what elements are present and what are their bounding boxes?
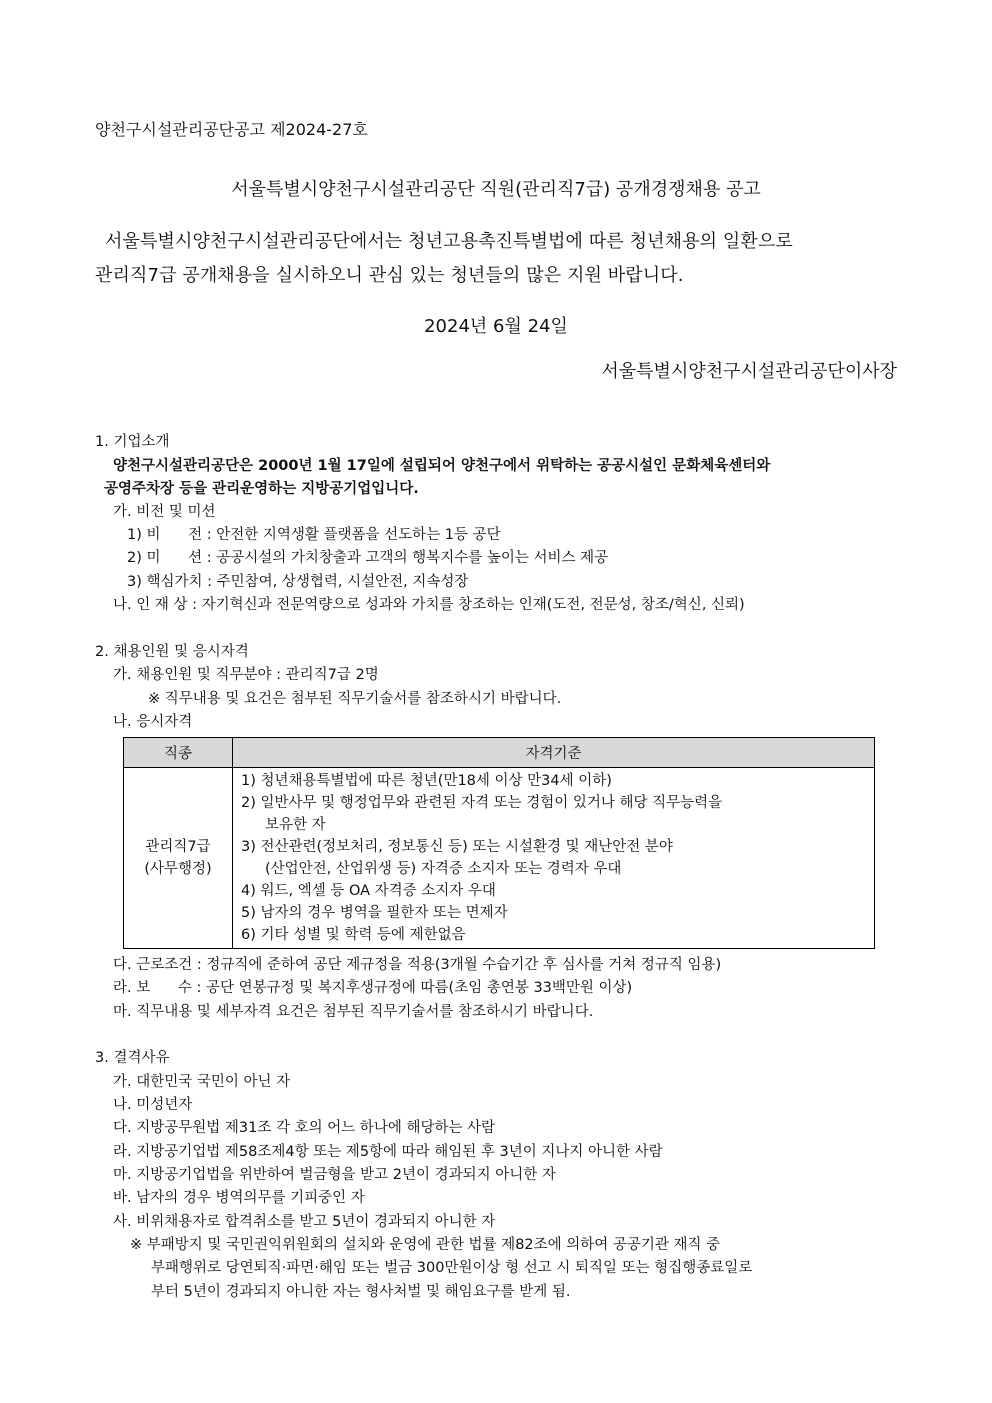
disqualification-item: 다. 지방공무원법 제31조 각 호의 어느 하나에 해당하는 사람 (113, 1120, 496, 1136)
job-cell (124, 768, 233, 949)
criteria-item: 1) 청년채용특별법에 따른 청년(만18세 이상 만34세 이하) (241, 773, 612, 789)
criteria-item: 5) 남자의 경우 병역을 필한자 또는 면제자 (241, 905, 508, 921)
table-header-row (124, 738, 875, 768)
talent-item: 나. 인 재 상 : 자기혁신과 전문역량으로 성과와 가치를 창조하는 인재(도전, 전문성, 창조/혁신, 신뢰) (113, 597, 745, 613)
intro-line-1: 서울특별시양천구시설관리공단에서는 청년고용촉진특별법에 따른 청년채용의 일환으로 (105, 231, 793, 252)
issuer-name: 서울특별시양천구시설관리공단이사장 (601, 361, 897, 382)
job-subtitle: (사무행정) (144, 861, 212, 877)
section-2-heading: 2. 채용인원 및 응시자격 (95, 644, 249, 660)
disqualification-item: 나. 미성년자 (113, 1097, 193, 1113)
salary: 라. 보 수 : 공단 연봉규정 및 복지후생규정에 따름(초임 총연봉 33백만원 이상) (113, 980, 633, 996)
core-values-item: 3) 핵심가치 : 주민참여, 상생협력, 시설안전, 지속성장 (127, 574, 469, 590)
criteria-cell (233, 768, 875, 949)
disqualification-note-line-3: 부터 5년이 경과되지 아니한 자는 형사처벌 및 해임요구를 받게 됨. (151, 1284, 571, 1300)
disqualification-item: 마. 지방공기업법을 위반하여 벌금형을 받고 2년이 경과되지 아니한 자 (113, 1167, 556, 1183)
criteria-item-cont: (산업안전, 산업위생 등) 자격증 소지자 또는 경력자 우대 (265, 861, 622, 877)
job-details-note: 마. 직무내용 및 세부자격 요건은 첨부된 직무기술서를 참조하시기 바랍니다. (113, 1004, 594, 1020)
work-conditions: 다. 근로조건 : 정규직에 준하여 공단 제규정을 적용(3개월 수습기간 후 심사를 거쳐 정규직 임용) (113, 957, 722, 973)
company-intro-line-1: 양천구시설관리공단은 2000년 1월 17일에 설립되어 양천구에서 위탁하는 공공시설인 문화체육센터와 (113, 458, 771, 474)
notice-number: 양천구시설관리공단공고 제2024-27호 (95, 120, 368, 139)
disqualification-note-line-2: 부패행위로 당연퇴직·파면·해임 또는 벌금 300만원이상 형 선고 시 퇴직일 또는 형집행종료일로 (151, 1260, 753, 1276)
intro-line-2: 관리직7급 공개채용을 실시하오니 관심 있는 청년들의 많은 지원 바랍니다. (95, 265, 684, 286)
disqualification-item: 바. 남자의 경우 병역의무를 기피중인 자 (113, 1190, 365, 1206)
criteria-item: 3) 전산관련(정보처리, 정보통신 등) 또는 시설환경 및 재난안전 분야 (241, 839, 673, 855)
recruit-count: 가. 채용인원 및 직무분야 : 관리직7급 2명 (113, 667, 379, 683)
vision-mission-heading: 가. 비전 및 미션 (113, 504, 216, 520)
criteria-item: 6) 기타 성별 및 학력 등에 제한없음 (241, 927, 466, 943)
page-title: 서울특별시양천구시설관리공단 직원(관리직7급) 공개경쟁채용 공고 (231, 179, 761, 200)
notice-date: 2024년 6월 24일 (424, 316, 568, 337)
criteria-item: 2) 일반사무 및 행정업무와 관련된 자격 또는 경험이 있거나 해당 직무능력을 (241, 795, 723, 811)
section-1-heading: 1. 기업소개 (95, 434, 170, 450)
mission-item: 2) 미 션 : 공공시설의 가치창출과 고객의 행복지수를 높이는 서비스 제공 (127, 550, 609, 566)
job-title: 관리직7급 (145, 839, 211, 855)
section-3-heading: 3. 결격사유 (95, 1050, 170, 1066)
table-row (124, 768, 875, 949)
qualification-heading: 나. 응시자격 (113, 714, 193, 730)
column-header-job: 직종 (124, 738, 233, 768)
criteria-item-cont: 보유한 자 (265, 817, 326, 833)
vision-item: 1) 비 전 : 안전한 지역생활 플랫폼을 선도하는 1등 공단 (127, 527, 501, 543)
disqualification-item: 라. 지방공기업법 제58조제4항 또는 제5항에 따라 해임된 후 3년이 지나지 아니한 사람 (113, 1144, 663, 1160)
disqualification-note-line-1: ※ 부패방지 및 국민권익위원회의 설치와 운영에 관한 법률 제82조에 의하여 공공기관 재직 중 (130, 1237, 721, 1253)
column-header-criteria: 자격기준 (233, 738, 875, 768)
disqualification-item: 가. 대한민국 국민이 아닌 자 (113, 1074, 291, 1090)
intro-paragraph (95, 225, 900, 293)
qualification-table (123, 737, 875, 949)
disqualification-item: 사. 비위채용자로 합격취소를 받고 5년이 경과되지 아니한 자 (113, 1214, 496, 1230)
company-intro-line-2: 공영주차장 등을 관리운영하는 지방공기업입니다. (104, 481, 419, 497)
recruit-note: ※ 직무내용 및 요건은 첨부된 직무기술서를 참조하시기 바랍니다. (148, 691, 562, 707)
criteria-item: 4) 워드, 엑셀 등 OA 자격증 소지자 우대 (241, 883, 496, 899)
